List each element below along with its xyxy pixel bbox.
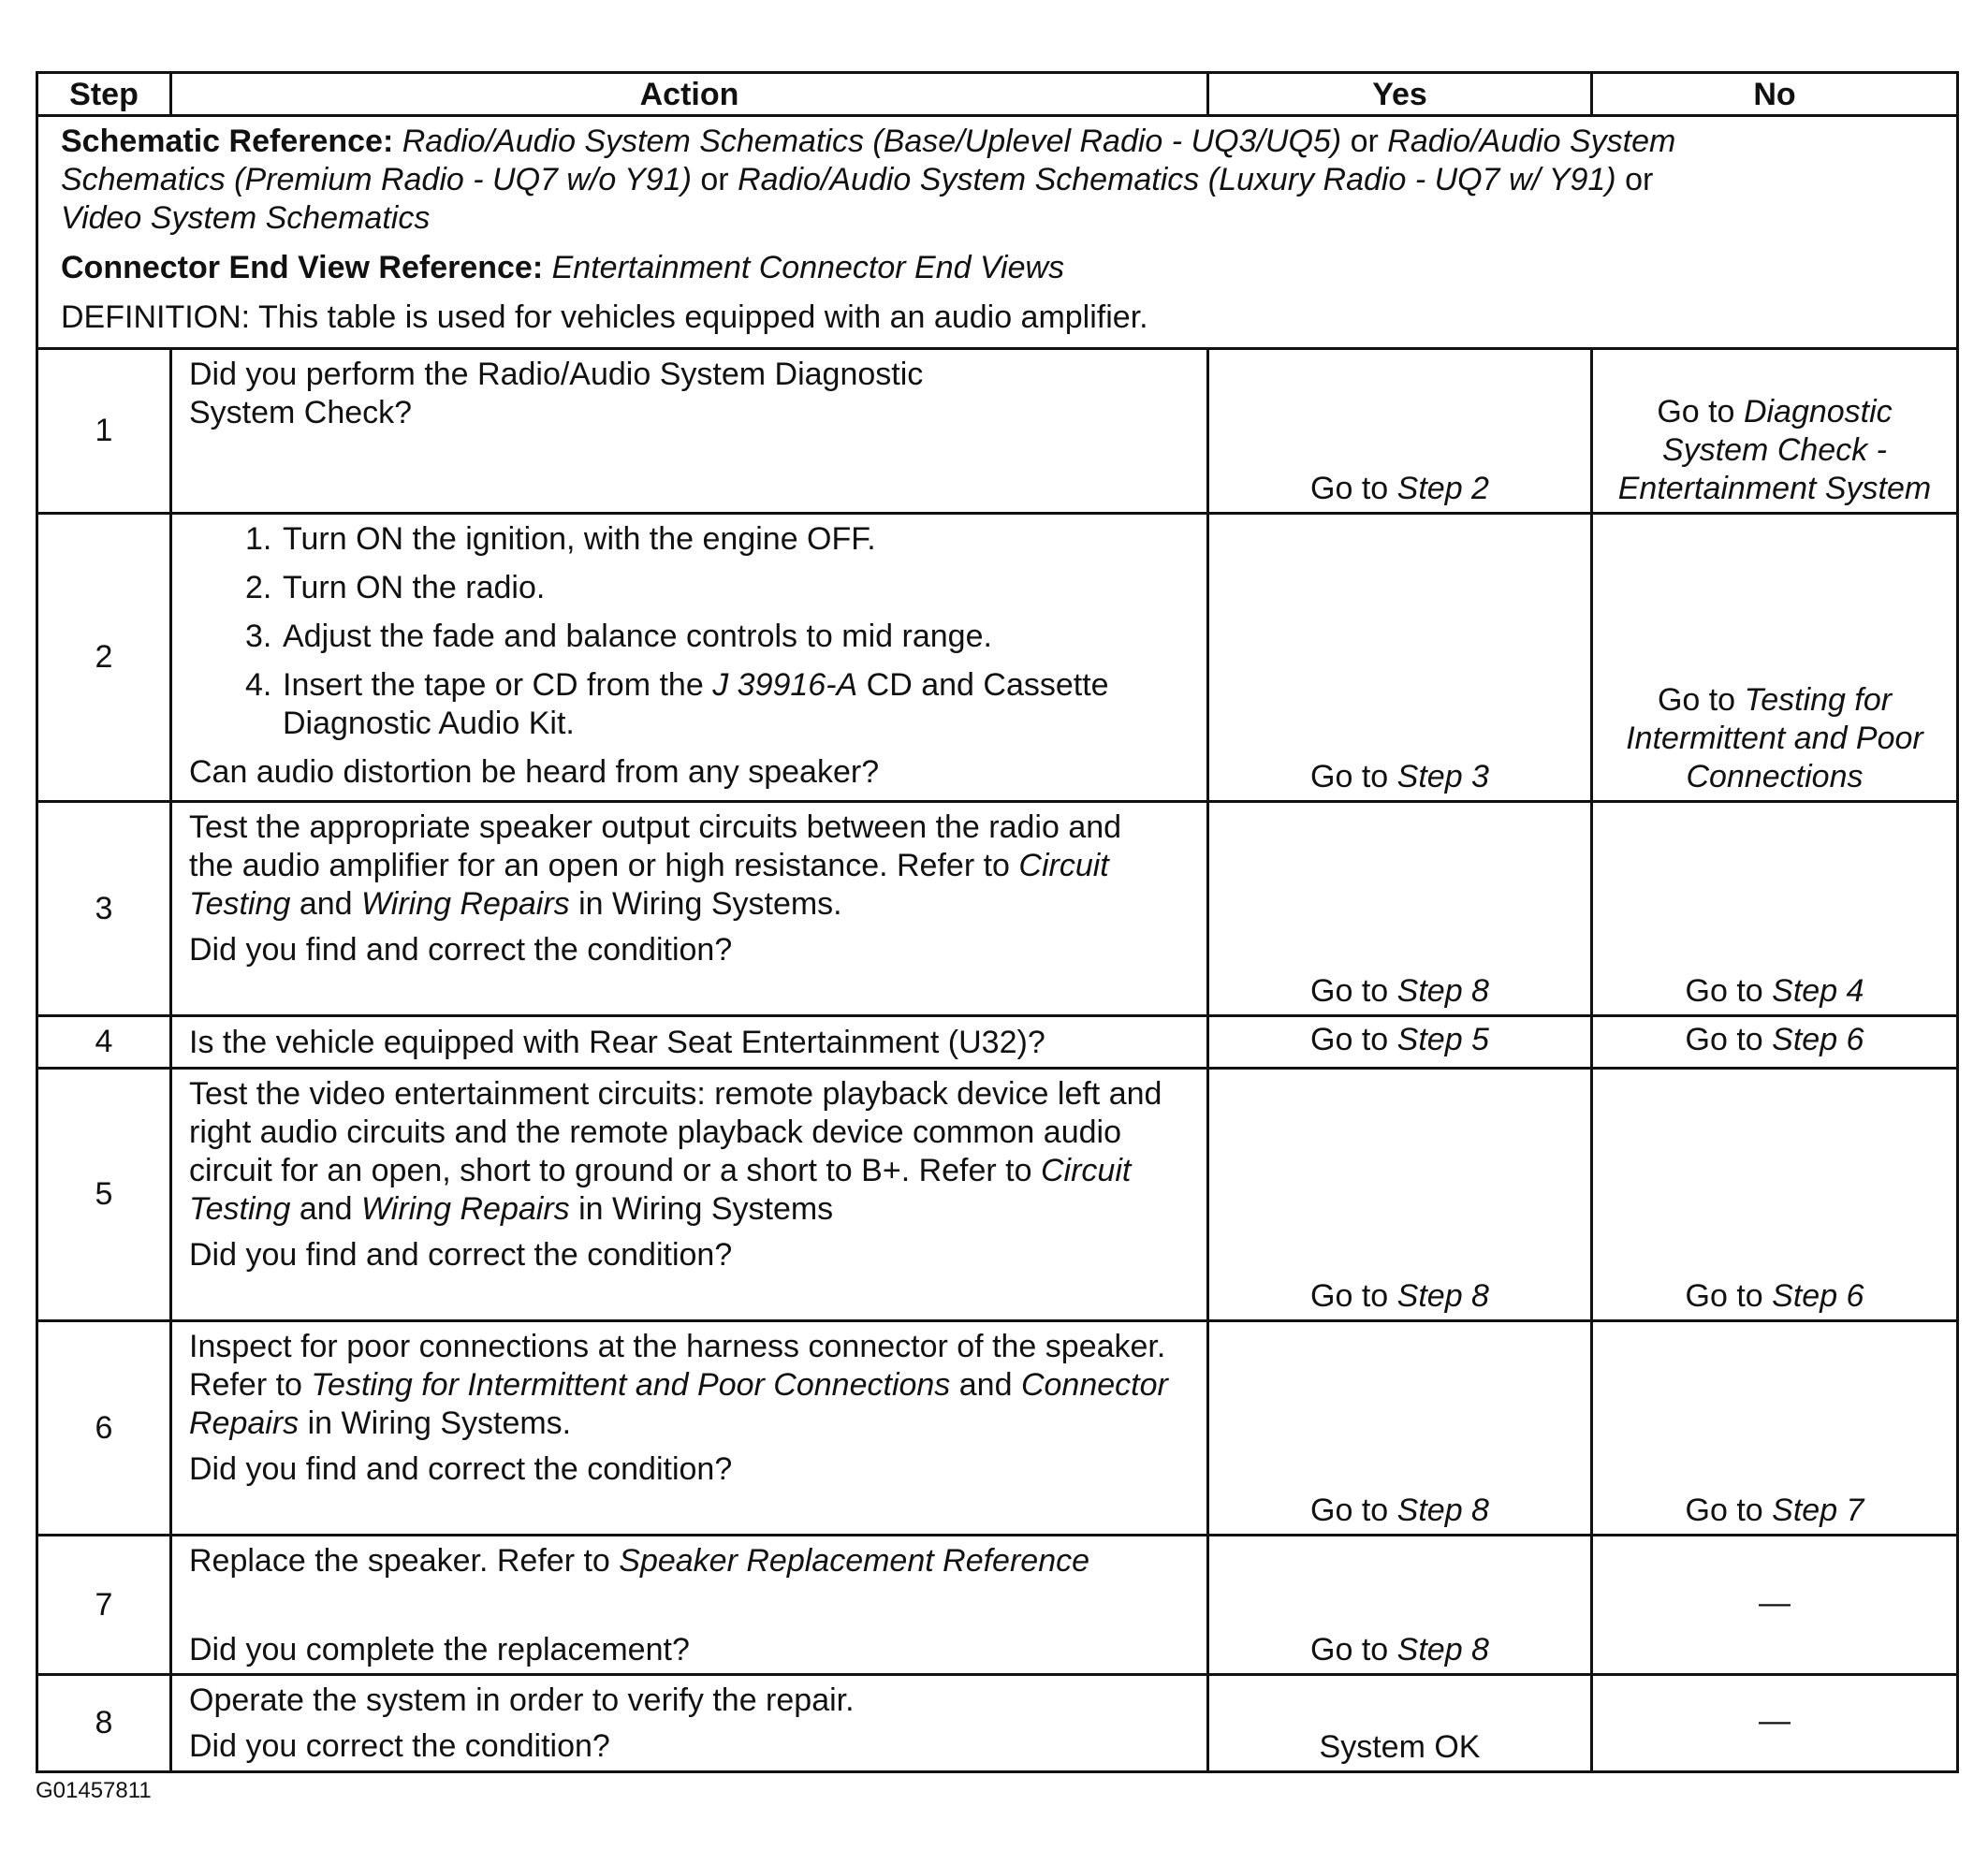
yes-link: Step 8 [1396, 1278, 1489, 1314]
ref-link: Wiring Repairs [361, 886, 570, 922]
item-number: 3. [245, 619, 272, 654]
item-text: Turn ON the radio. [283, 570, 546, 605]
action-body: Inspect for poor connections at the harness connector of the speaker. Refer to [189, 1329, 1166, 1403]
yes-cell [1208, 514, 1592, 802]
header-action: Action [171, 73, 1208, 116]
question-text: Can audio distortion be heard from any speaker? [189, 754, 880, 790]
reference-row [37, 116, 1958, 349]
schematic-reference-label: Schematic Reference: [61, 124, 394, 159]
schematic-ref-3: Radio/Audio System Schematics (Luxury Radio - UQ7 w/ Y91) [738, 162, 1616, 197]
schematic-ref-4: Video System Schematics [61, 200, 431, 236]
yes-cell [1208, 1069, 1592, 1321]
question-text: Did you find and correct the condition? [189, 932, 733, 968]
tool-reference: J 39916-A [712, 667, 858, 703]
and-text: and [299, 1191, 353, 1227]
list-item [245, 666, 1200, 743]
item-text: Insert the tape or CD from the [283, 667, 704, 703]
yes-link: Step 5 [1396, 1022, 1489, 1057]
schematic-reference [61, 123, 1727, 238]
list-item [245, 520, 1193, 559]
action-text [189, 808, 1162, 924]
no-link: Step 7 [1772, 1493, 1864, 1528]
step-number: 1 [37, 349, 171, 514]
step-number: 8 [37, 1675, 171, 1772]
table-row [37, 802, 1958, 1016]
action-text [189, 1328, 1181, 1443]
table-row [37, 514, 1958, 802]
item-number: 2. [245, 570, 272, 605]
question-text: Did you find and correct the condition? [189, 1451, 733, 1487]
action-body: Test the appropriate speaker output circuits between the radio and the audio amplifier for an open or high resistance. Refer to [189, 809, 1122, 883]
or-text: or [1625, 162, 1654, 197]
or-text: or [700, 162, 729, 197]
action-text [189, 1075, 1181, 1229]
action-body: Replace the speaker. Refer to [189, 1543, 610, 1579]
no-link: Testing for Intermittent and Poor Connections [1626, 682, 1923, 794]
diagnostic-table [36, 71, 1959, 1773]
reference-cell [37, 116, 1958, 349]
step-number: 6 [37, 1321, 171, 1536]
item-text: Adjust the fade and balance controls to mid range. [283, 619, 992, 654]
schematic-ref-1: Radio/Audio System Schematics (Base/Uplevel Radio - UQ3/UQ5) [402, 124, 1342, 159]
yes-link: Step 8 [1396, 1632, 1489, 1667]
action-body: in Wiring Systems. [307, 1405, 572, 1441]
yes-link: Step 8 [1396, 973, 1489, 1009]
yes-cell [1208, 1321, 1592, 1536]
list-item [245, 569, 1193, 607]
step-action [171, 514, 1208, 802]
goto-text: Go to [1685, 1278, 1763, 1314]
step-number: 3 [37, 802, 171, 1016]
goto-text: Go to [1685, 1022, 1763, 1057]
no-cell: — [1592, 1536, 1958, 1675]
connector-reference [61, 249, 1937, 287]
connector-ref-link: Entertainment Connector End Views [551, 250, 1065, 285]
header-row [37, 73, 1958, 116]
table-row [37, 349, 1958, 514]
item-text: Turn ON the ignition, with the engine OFF. [283, 521, 876, 557]
no-cell: — [1592, 1675, 1958, 1772]
item-text: CD and Cassette Diagnostic Audio Kit. [283, 667, 1109, 741]
goto-text: Go to [1310, 471, 1389, 506]
action-body: Test the video entertainment circuits: remote playback device left and right audio circuits and the remote playback device common audio circuit for an open, short to ground or a short to B+. Refer to [189, 1076, 1162, 1188]
goto-text: Go to [1310, 1278, 1389, 1314]
item-number: 1. [245, 521, 272, 557]
no-link: Step 6 [1772, 1022, 1864, 1057]
goto-text: Go to [1685, 1493, 1763, 1528]
no-cell [1592, 1016, 1958, 1069]
ref-link: Connector Repairs [189, 1367, 1168, 1441]
no-link: Step 4 [1772, 973, 1864, 1009]
ref-link: Speaker Replacement Reference [619, 1543, 1090, 1579]
definition-text: DEFINITION: This table is used for vehicles equipped with an audio amplifier. [61, 299, 1148, 335]
question-text: Did you find and correct the condition? [189, 1237, 733, 1273]
no-cell [1592, 802, 1958, 1016]
step-number: 4 [37, 1016, 171, 1069]
goto-text: Go to [1310, 1493, 1389, 1528]
no-link: Step 6 [1772, 1278, 1864, 1314]
action-text: Operate the system in order to verify the repair. [189, 1682, 855, 1718]
step-number: 5 [37, 1069, 171, 1321]
ref-link: Wiring Repairs [361, 1191, 570, 1227]
step-action: Is the vehicle equipped with Rear Seat Entertainment (U32)? [171, 1016, 1208, 1069]
figure-id: G01457811 [36, 1778, 152, 1803]
and-text: and [299, 886, 353, 922]
instruction-list [189, 520, 1193, 743]
step-action [171, 1069, 1208, 1321]
ref-link: Circuit Testing [189, 848, 1109, 922]
table-row [37, 1321, 1958, 1536]
ref-link: Circuit Testing [189, 1153, 1132, 1227]
step-action [171, 802, 1208, 1016]
yes-link: Step 2 [1396, 471, 1489, 506]
step-number: 7 [37, 1536, 171, 1675]
no-cell [1592, 1321, 1958, 1536]
header-no: No [1592, 73, 1958, 116]
no-cell [1592, 1069, 1958, 1321]
table-row [37, 1016, 1958, 1069]
action-body: in Wiring Systems [578, 1191, 834, 1227]
goto-text: Go to [1310, 973, 1389, 1009]
goto-text: Go to [1657, 682, 1736, 718]
yes-cell [1208, 349, 1592, 514]
yes-cell: System OK [1208, 1675, 1592, 1772]
action-text [189, 1542, 1193, 1580]
goto-text: Go to [1657, 394, 1735, 430]
yes-link: Step 3 [1396, 759, 1489, 794]
header-step: Step [37, 73, 171, 116]
table-row [37, 1675, 1958, 1772]
yes-link: Step 8 [1396, 1493, 1489, 1528]
step-action [171, 1321, 1208, 1536]
no-cell [1592, 349, 1958, 514]
step-number: 2 [37, 514, 171, 802]
action-text: Did you perform the Radio/Audio System Diagnostic System Check? [189, 357, 924, 430]
no-cell [1592, 514, 1958, 802]
ref-link: Testing for Intermittent and Poor Connections [311, 1367, 951, 1403]
yes-cell [1208, 802, 1592, 1016]
table-row [37, 1536, 1958, 1675]
goto-text: Go to [1310, 1022, 1389, 1057]
goto-text: Go to [1310, 1632, 1389, 1667]
list-item [245, 618, 1193, 656]
schematic-ref-2: Radio/Audio System Schematics (Premium Radio - UQ7 w/o Y91) [61, 124, 1676, 197]
goto-text: Go to [1310, 759, 1389, 794]
item-number: 4. [245, 667, 272, 703]
yes-cell [1208, 1016, 1592, 1069]
yes-cell [1208, 1536, 1592, 1675]
question-text: Did you correct the condition? [189, 1728, 610, 1764]
or-text: or [1350, 124, 1379, 159]
action-body: in Wiring Systems. [578, 886, 842, 922]
no-link: Diagnostic System Check - Entertainment System [1617, 394, 1932, 506]
step-action [171, 1536, 1208, 1675]
connector-reference-label: Connector End View Reference: [61, 250, 544, 285]
step-action [171, 349, 1208, 514]
table-row [37, 1069, 1958, 1321]
and-text: and [958, 1367, 1013, 1403]
action-stack [189, 1542, 1193, 1669]
question-text: Did you complete the replacement? [189, 1632, 690, 1667]
step-action [171, 1675, 1208, 1772]
header-yes: Yes [1208, 73, 1592, 116]
goto-text: Go to [1685, 973, 1763, 1009]
